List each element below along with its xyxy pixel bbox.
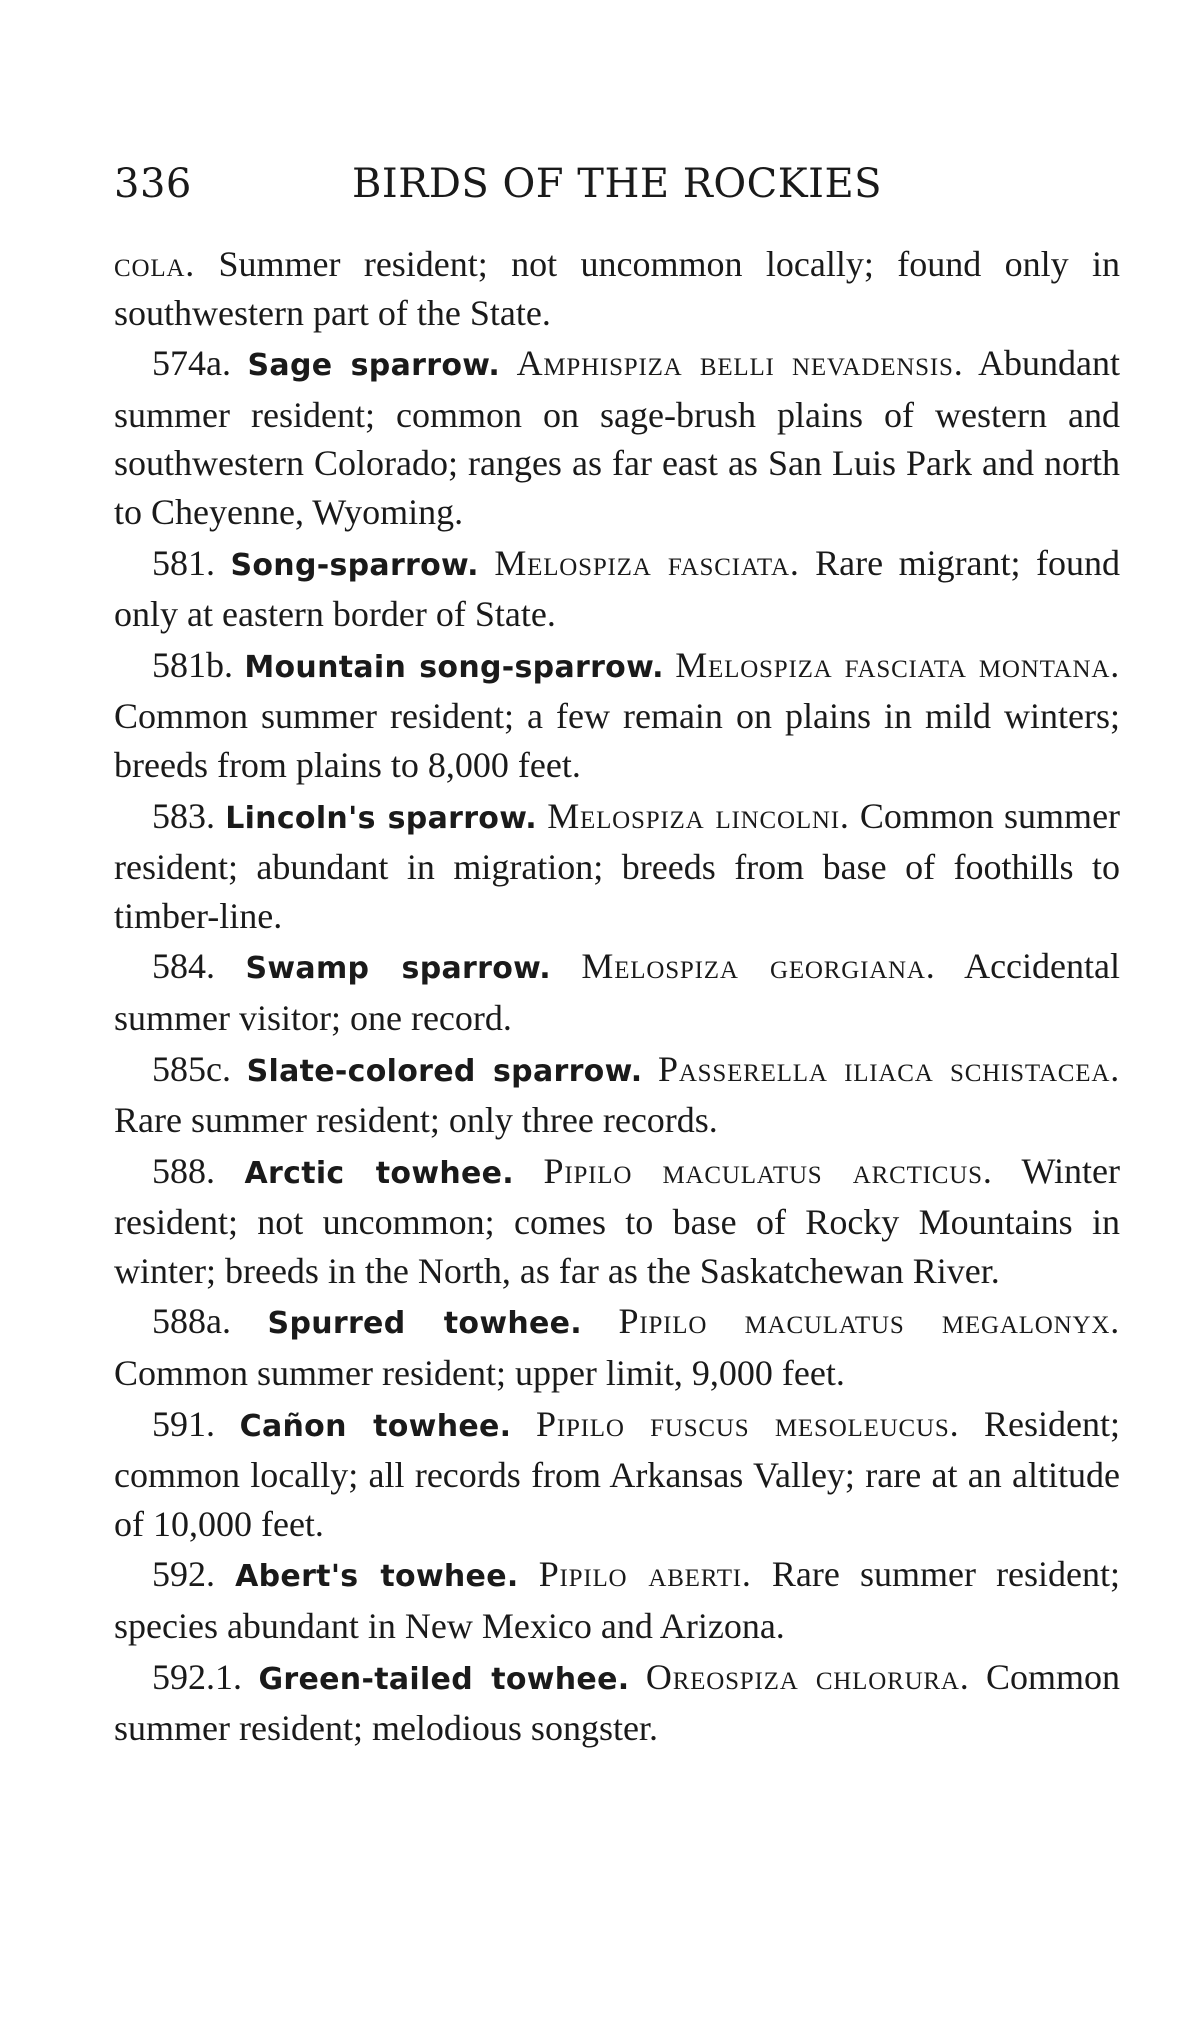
entry-text: Rare migrant; found only at eastern border of State. bbox=[114, 542, 1120, 635]
book-title: BIRDS OF THE ROCKIES bbox=[352, 161, 883, 207]
entry-text: Rare summer resident; only three records. bbox=[114, 1100, 718, 1141]
entry-text: Common summer resident; abundant in migration; breeds from base of foothills to timber-line. bbox=[114, 795, 1121, 936]
scientific-name: Oreospiza chlorura. bbox=[645, 1656, 970, 1697]
species-entry bbox=[114, 641, 1120, 790]
entry-number: 584. bbox=[152, 946, 215, 987]
entry-number: 583. bbox=[152, 795, 215, 836]
entry-number: 592.1. bbox=[152, 1656, 242, 1697]
species-entry bbox=[114, 1550, 1120, 1650]
scientific-name: Passerella iliaca schistacea. bbox=[658, 1048, 1120, 1089]
species-entry bbox=[114, 1297, 1120, 1397]
scientific-name: Pipilo aberti. bbox=[538, 1554, 752, 1595]
scientific-name: Melospiza fasciata. bbox=[494, 542, 800, 583]
entry-number: 585c. bbox=[152, 1048, 231, 1089]
common-name: Swamp sparrow. bbox=[245, 951, 551, 987]
entry-text: Winter resident; not uncommon; comes to base of Rocky Mountains in winter; breeds in the North, as far as the Saskatchewan River. bbox=[114, 1150, 1121, 1291]
species-entry bbox=[114, 1045, 1120, 1145]
common-name: Sage sparrow. bbox=[247, 348, 501, 384]
entry-text: Common summer resident; melodious songster. bbox=[114, 1656, 1121, 1749]
species-entry bbox=[114, 1653, 1120, 1753]
entry-text: Common summer resident; upper limit, 9,000 feet. bbox=[114, 1353, 845, 1394]
continuation-paragraph bbox=[114, 240, 1120, 337]
entry-number: 591. bbox=[152, 1403, 215, 1444]
entry-number: 588a. bbox=[152, 1301, 231, 1342]
species-entry bbox=[114, 539, 1120, 639]
scientific-name: Amphispiza belli nevadensis. bbox=[516, 343, 964, 384]
species-list bbox=[114, 240, 1120, 1755]
common-name: Green-tailed towhee. bbox=[258, 1661, 630, 1697]
common-name: Slate-colored sparrow. bbox=[246, 1053, 643, 1089]
common-name: Lincoln's sparrow. bbox=[225, 800, 538, 836]
species-entry bbox=[114, 792, 1120, 941]
entry-text: Rare summer resident; species abundant in New Mexico and Arizona. bbox=[114, 1554, 1121, 1647]
common-name: Abert's towhee. bbox=[235, 1559, 519, 1595]
scientific-name: Melospiza lincolni. bbox=[547, 795, 850, 836]
scientific-name: Pipilo fuscus mesoleucus. bbox=[536, 1403, 960, 1444]
entry-number: 574a. bbox=[152, 343, 231, 384]
entry-number: 588. bbox=[152, 1150, 215, 1191]
page-number: 336 bbox=[114, 161, 192, 207]
scientific-name: Pipilo maculatus arcticus. bbox=[543, 1150, 993, 1191]
entry-number: 581. bbox=[152, 542, 215, 583]
species-entry bbox=[114, 1400, 1120, 1549]
common-name: Cañon towhee. bbox=[239, 1408, 512, 1444]
common-name: Arctic towhee. bbox=[244, 1155, 514, 1191]
entry-text: Common summer resident; a few remain on plains in mild winters; breeds from plains to 8,000 feet. bbox=[114, 696, 1120, 785]
species-entry bbox=[114, 339, 1120, 536]
entry-number: 592. bbox=[152, 1554, 215, 1595]
scientific-name: Pipilo maculatus megalonyx. bbox=[618, 1301, 1120, 1342]
common-name: Song-sparrow. bbox=[230, 547, 479, 583]
entry-text: Summer resident; not uncommon locally; found only in southwestern part of the State. bbox=[114, 244, 1120, 333]
species-entry bbox=[114, 942, 1120, 1042]
entry-text: Abundant summer resident; common on sage-brush plains of western and southwestern Colorado; ranges as far east as San Luis Park and north to Cheyenne, Wyoming. bbox=[114, 343, 1121, 532]
entry-text: Resident; common locally; all records from Arkansas Valley; rare at an altitude of 10,000 feet. bbox=[114, 1403, 1121, 1544]
entry-text: Accidental summer visitor; one record. bbox=[114, 946, 1120, 1038]
common-name: Mountain song-sparrow. bbox=[244, 649, 664, 685]
species-entry bbox=[114, 1147, 1120, 1296]
scientific-name: cola. bbox=[114, 244, 196, 284]
scientific-name: Melospiza fasciata montana. bbox=[675, 644, 1121, 685]
scientific-name: Melospiza georgiana. bbox=[581, 946, 936, 987]
common-name: Spurred towhee. bbox=[267, 1306, 582, 1342]
entry-number: 581b. bbox=[152, 644, 233, 685]
